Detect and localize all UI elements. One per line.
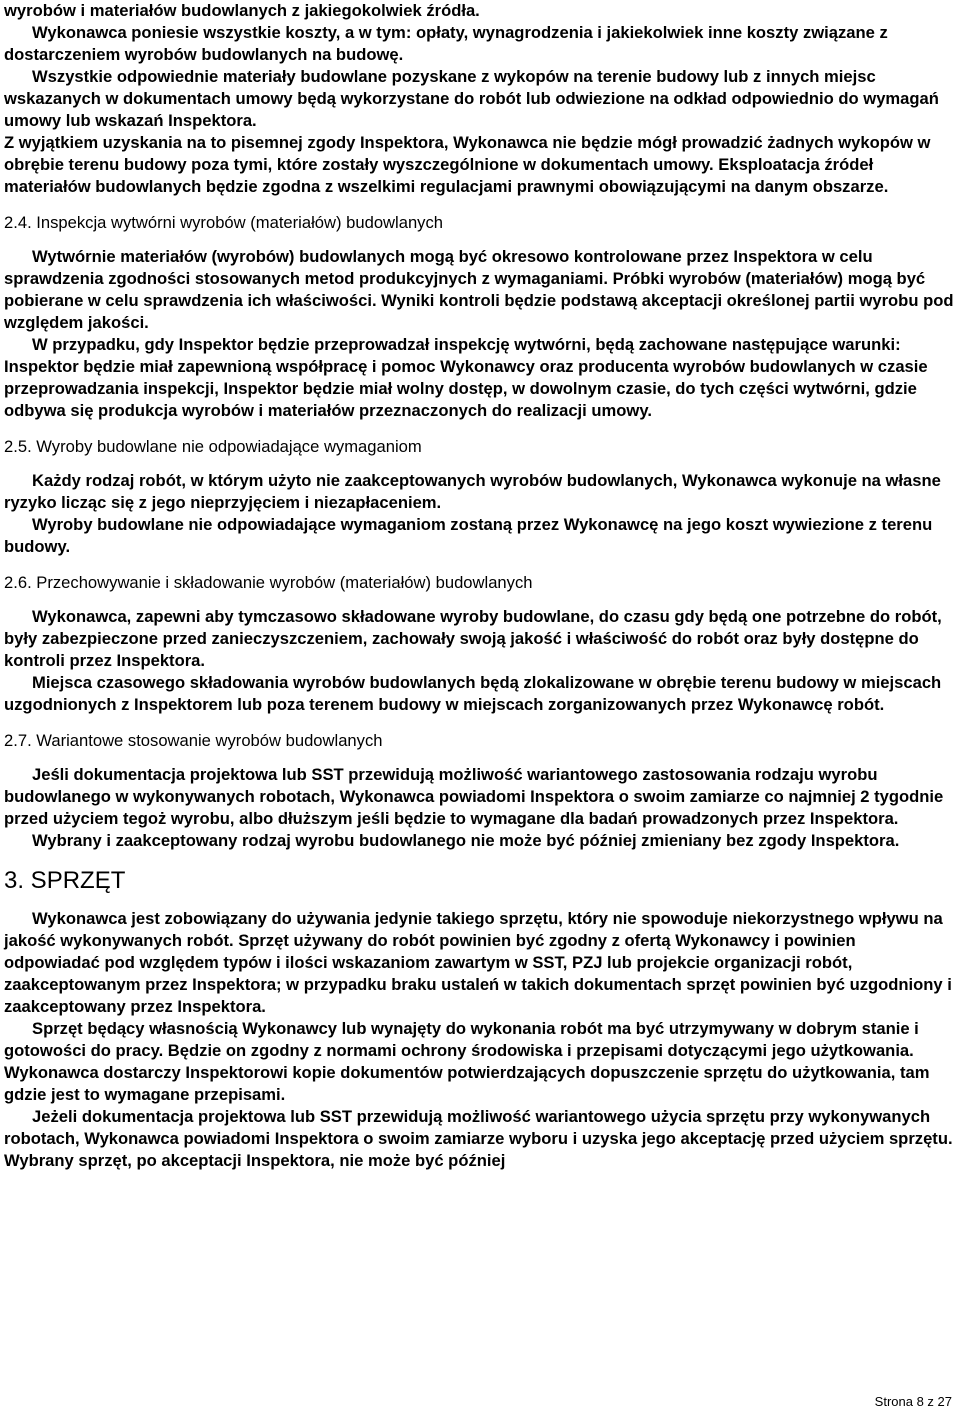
section-heading-2-6: 2.6. Przechowywanie i składowanie wyrobów (materiałów) budowlanych [4, 573, 533, 592]
paragraph-2-6-locations: Miejsca czasowego składowania wyrobów budowlanych będą zlokalizowane w obrębie terenu budowy w miejscach uzgodnionych z Inspektorem lub poza terenem budowy w miejscach zorganizowanych przez Wykonawcę robót. [4, 673, 942, 714]
document-page [4, 0, 954, 1172]
paragraph-2-5-removal: Wyroby budowlane nie odpowiadające wymaganiom zostaną przez Wykonawcę na jego koszt wywiezione z terenu budowy. [4, 515, 933, 556]
paragraph-3-condition: Sprzęt będący własnością Wykonawcy lub wynajęty do wykonania robót ma być utrzymywany w dobrym stanie i gotowości do pracy. Będzie on zgodny z normami ochrony środowiska i przepisami dotyczącymi jego użytkowania. Wykonawca dostarczy Inspektorowi kopie dokumentów potwierdzających dopuszczenie sprzętu do użytkowania, tam gdzie jest to wymagane przepisami. [4, 1019, 930, 1104]
paragraph-2-7-variants: Jeśli dokumentacja projektowa lub SST przewidują możliwość wariantowego zastosowania rodzaju wyrobu budowlanego w wykonywanych robotach, Wykonawca powiadomi Inspektora o swoim zamiarze co najmniej 2 tygodnie przed użyciem tegoż wyrobu, albo dłuższym jeśli będzie to wymagane dla badań prowadzonych przez Inspektora. [4, 765, 944, 828]
paragraph-excavated-materials: Wszystkie odpowiednie materiały budowlane pozyskane z wykopów na terenie budowy lub z innych miejsc wskazanych w dokumentach umowy będą wykorzystane do robót lub odwiezione na odkład odpowiednio do wymagań umowy lub wskazań Inspektora. [4, 67, 939, 130]
paragraph-2-4-inspection: Wytwórnie materiałów (wyrobów) budowlanych mogą być okresowo kontrolowane przez Inspektora w celu sprawdzenia zgodności stosowanych metod produkcyjnych z wymaganiami. Próbki wyrobów (materiałów) mogą być pobierane w celu sprawdzenia ich właściwości. Wyniki kontroli będzie podstawą akceptacji określonej partii wyrobu pod względem jakości. [4, 247, 954, 332]
paragraph-costs: Wykonawca poniesie wszystkie koszty, a w tym: opłaty, wynagrodzenia i jakiekolwiek inne koszty związane z dostarczeniem wyrobów budowlanych na budowę. [4, 23, 888, 64]
section-heading-2-4: 2.4. Inspekcja wytwórni wyrobów (materiałów) budowlanych [4, 213, 443, 232]
paragraph-2-7-no-change: Wybrany i zaakceptowany rodzaj wyrobu budowlanego nie może być później zmieniany bez zgody Inspektora. [32, 831, 900, 850]
section-heading-3: 3. SPRZĘT [4, 867, 126, 894]
page-number: Strona 8 z 27 [874, 1394, 952, 1409]
paragraph-2-4-access: Inspektor będzie miał zapewnioną współpracę i pomoc Wykonawcy oraz producenta wyrobów budowlanych w czasie przeprowadzania inspekcji, Inspektor będzie miał wolny dostęp, w dowolnym czasie, do tych części wytwórni, gdzie odbywa się produkcja wyrobów i materiałów przeznaczonych do realizacji umowy. [4, 357, 928, 420]
paragraph-continuation: wyrobów i materiałów budowlanych z jakiegokolwiek źródła. [4, 1, 480, 20]
section-heading-2-5: 2.5. Wyroby budowlane nie odpowiadające wymaganiom [4, 437, 422, 456]
paragraph-2-6-storage: Wykonawca, zapewni aby tymczasowo składowane wyroby budowlane, do czasu gdy będą one potrzebne do robót, były zabezpieczone przed zanieczyszczeniem, zachowały swoją jakość i właściwość do robót oraz były dostępne do kontroli przez Inspektora. [4, 607, 942, 670]
section-heading-2-7: 2.7. Wariantowe stosowanie wyrobów budowlanych [4, 731, 383, 750]
paragraph-2-4-conditions: W przypadku, gdy Inspektor będzie przeprowadzał inspekcję wytwórni, będą zachowane następujące warunki: [32, 335, 901, 354]
paragraph-2-5-risk: Każdy rodzaj robót, w którym użyto nie zaakceptowanych wyrobów budowlanych, Wykonawca wykonuje na własne ryzyko licząc się z jego nieprzyjęciem i niezapłaceniem. [4, 471, 941, 512]
paragraph-3-variants: Jeżeli dokumentacja projektowa lub SST przewidują możliwość wariantowego użycia sprzętu przy wykonywanych robotach, Wykonawca powiadomi Inspektora o swoim zamiarze wyboru i uzyska jego akceptację przed użyciem sprzętu. Wybrany sprzęt, po akceptacji Inspektora, nie może być później [4, 1107, 953, 1170]
paragraph-excavation-consent: Z wyjątkiem uzyskania na to pisemnej zgody Inspektora, Wykonawca nie będzie mógł prowadzić żadnych wykopów w obrębie terenu budowy poza tymi, które zostały wyszczególnione w dokumentach umowy. Eksploatacja źródeł materiałów budowlanych będzie zgodna z wszelkimi regulacjami prawnymi obowiązującymi na danym obszarze. [4, 133, 931, 196]
paragraph-3-equipment: Wykonawca jest zobowiązany do używania jedynie takiego sprzętu, który nie spowoduje niekorzystnego wpływu na jakość wykonywanych robót. Sprzęt używany do robót powinien być zgodny z ofertą Wykonawcy i powinien odpowiadać pod względem typów i ilości wskazaniom zawartym w SST, PZJ lub projekcie organizacji robót, zaakceptowanym przez Inspektora; w przypadku braku ustaleń w takich dokumentach sprzęt powinien być uzgodniony i zaakceptowany przez Inspektora. [4, 909, 952, 1016]
